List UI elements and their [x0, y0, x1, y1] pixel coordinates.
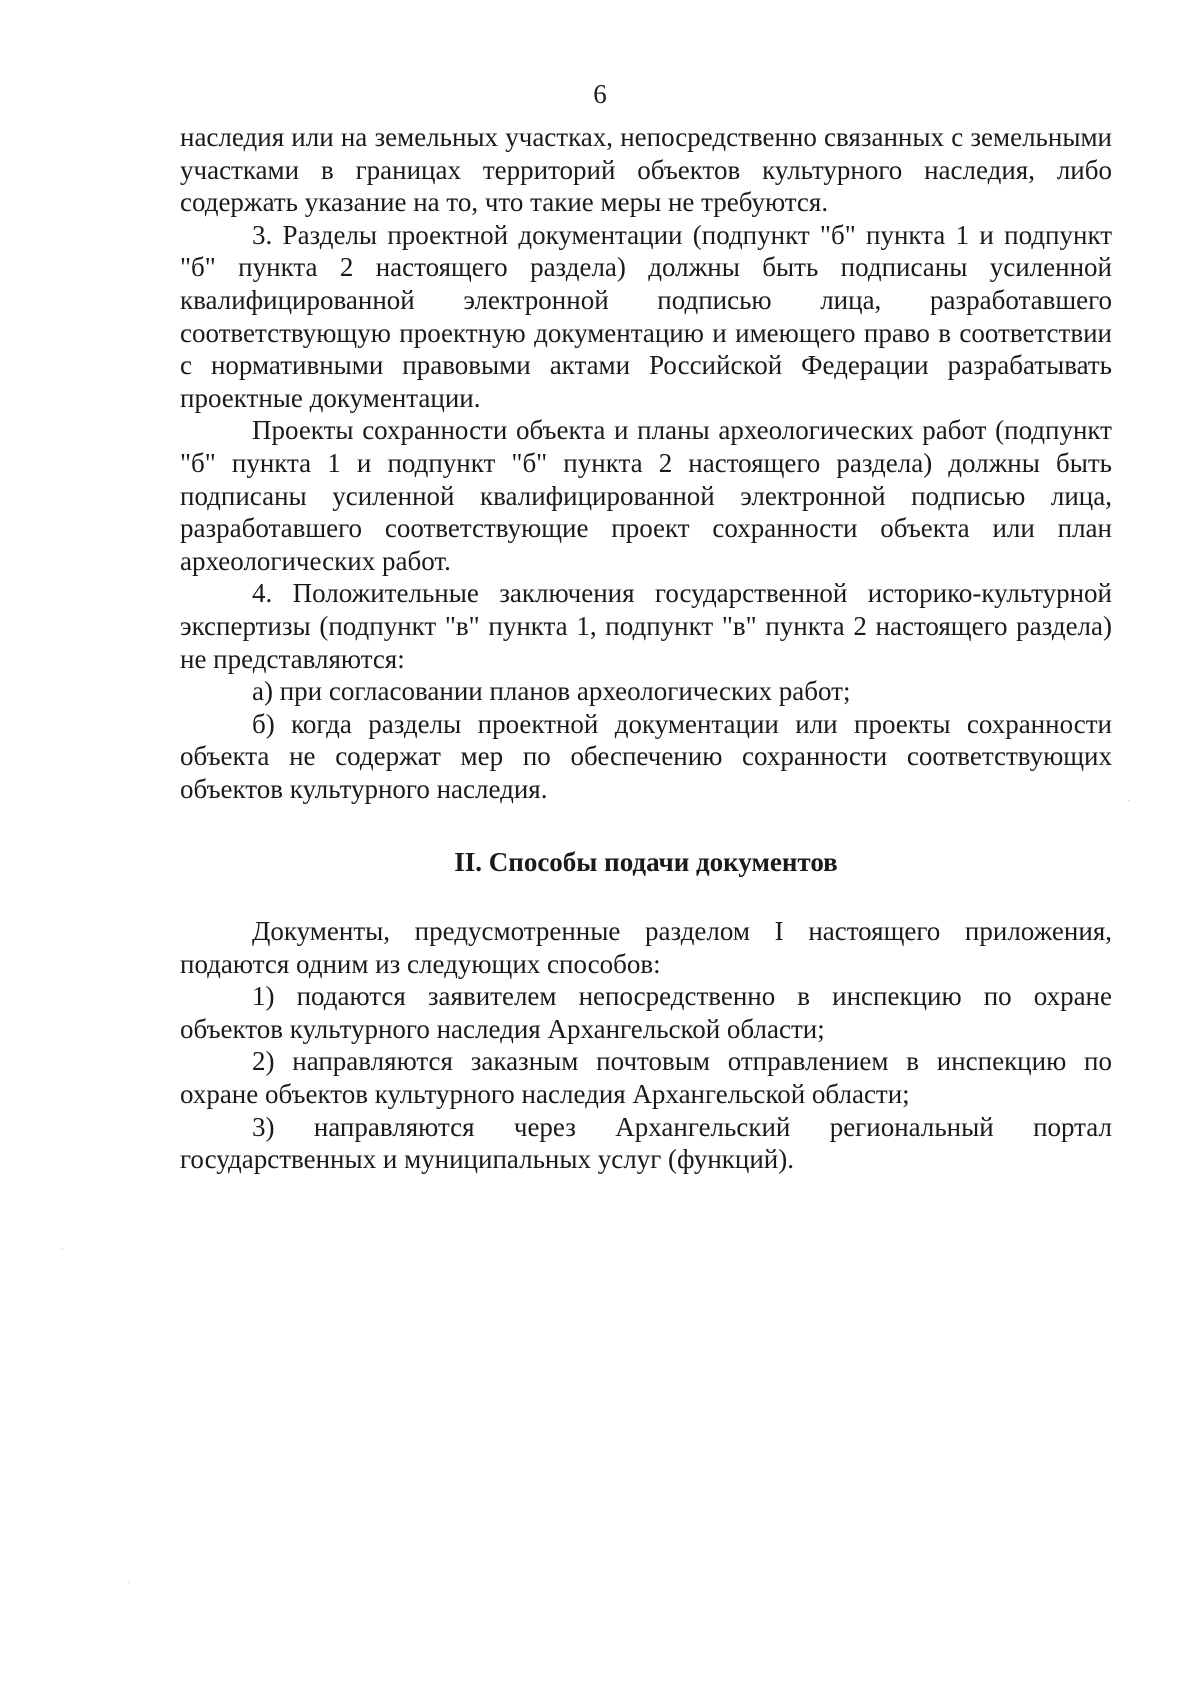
paragraph-submission-method-2: 2) направляются заказным почтовым отправлением в инспекцию по охране объектов культурного наследия Архангельской области;	[180, 1046, 1112, 1109]
paragraph-item-4: 4. Положительные заключения государственной историко-культурной экспертизы (подпункт "в" пункта 1, подпункт "в" пункта 2 настоящего раздела) не представляются:	[180, 578, 1112, 674]
paragraph-item-4a: а) при согласовании планов археологических работ;	[252, 676, 851, 707]
scan-speck	[62, 1248, 63, 1249]
paragraph-item-4b: б) когда разделы проектной документации или проекты сохранности объекта не содержат мер по обеспечению сохранности соответствующих объектов культурного наследия.	[180, 708, 1112, 804]
section-1-text	[180, 121, 1112, 805]
scan-speck	[128, 1582, 129, 1583]
scan-speck	[1128, 800, 1129, 801]
paragraph-submission-intro: Документы, предусмотренные разделом I настоящего приложения, подаются одним из следующих способов:	[180, 916, 1112, 979]
paragraph-item-3: 3. Разделы проектной документации (подпункт "б" пункта 1 и подпункт "б" пункта 2 настоящего раздела) должны быть подписаны усиленной квалифицированной электронной подписью лица, разработавшего соответствующую проектную документацию и имеющего право в соответствии с нормативными правовыми актами Российской Федерации разрабатывать проектные документации.	[180, 219, 1112, 413]
page-number: 6	[593, 79, 607, 109]
section-2-heading: II. Способы подачи документов	[454, 847, 838, 877]
section-2-text	[180, 915, 1112, 1176]
paragraph-submission-method-1: 1) подаются заявителем непосредственно в инспекцию по охране объектов культурного наследия Архангельской области;	[180, 981, 1112, 1044]
paragraph-continuation: наследия или на земельных участках, непосредственно связанных с земельными участками в границах территорий объектов культурного наследия, либо содержать указание на то, что такие меры не требуются.	[180, 122, 1112, 218]
paragraph-submission-method-3: 3) направляются через Архангельский региональный портал государственных и муниципальных услуг (функций).	[180, 1111, 1112, 1175]
paragraph-preservation-projects: Проекты сохранности объекта и планы археологических работ (подпункт "б" пункта 1 и подпункт "б" пункта 2 настоящего раздела) должны быть подписаны усиленной квалифицированной электронной подписью лица, разработавшего соответствующие проект сохранности объекта или план археологических работ.	[180, 415, 1112, 576]
